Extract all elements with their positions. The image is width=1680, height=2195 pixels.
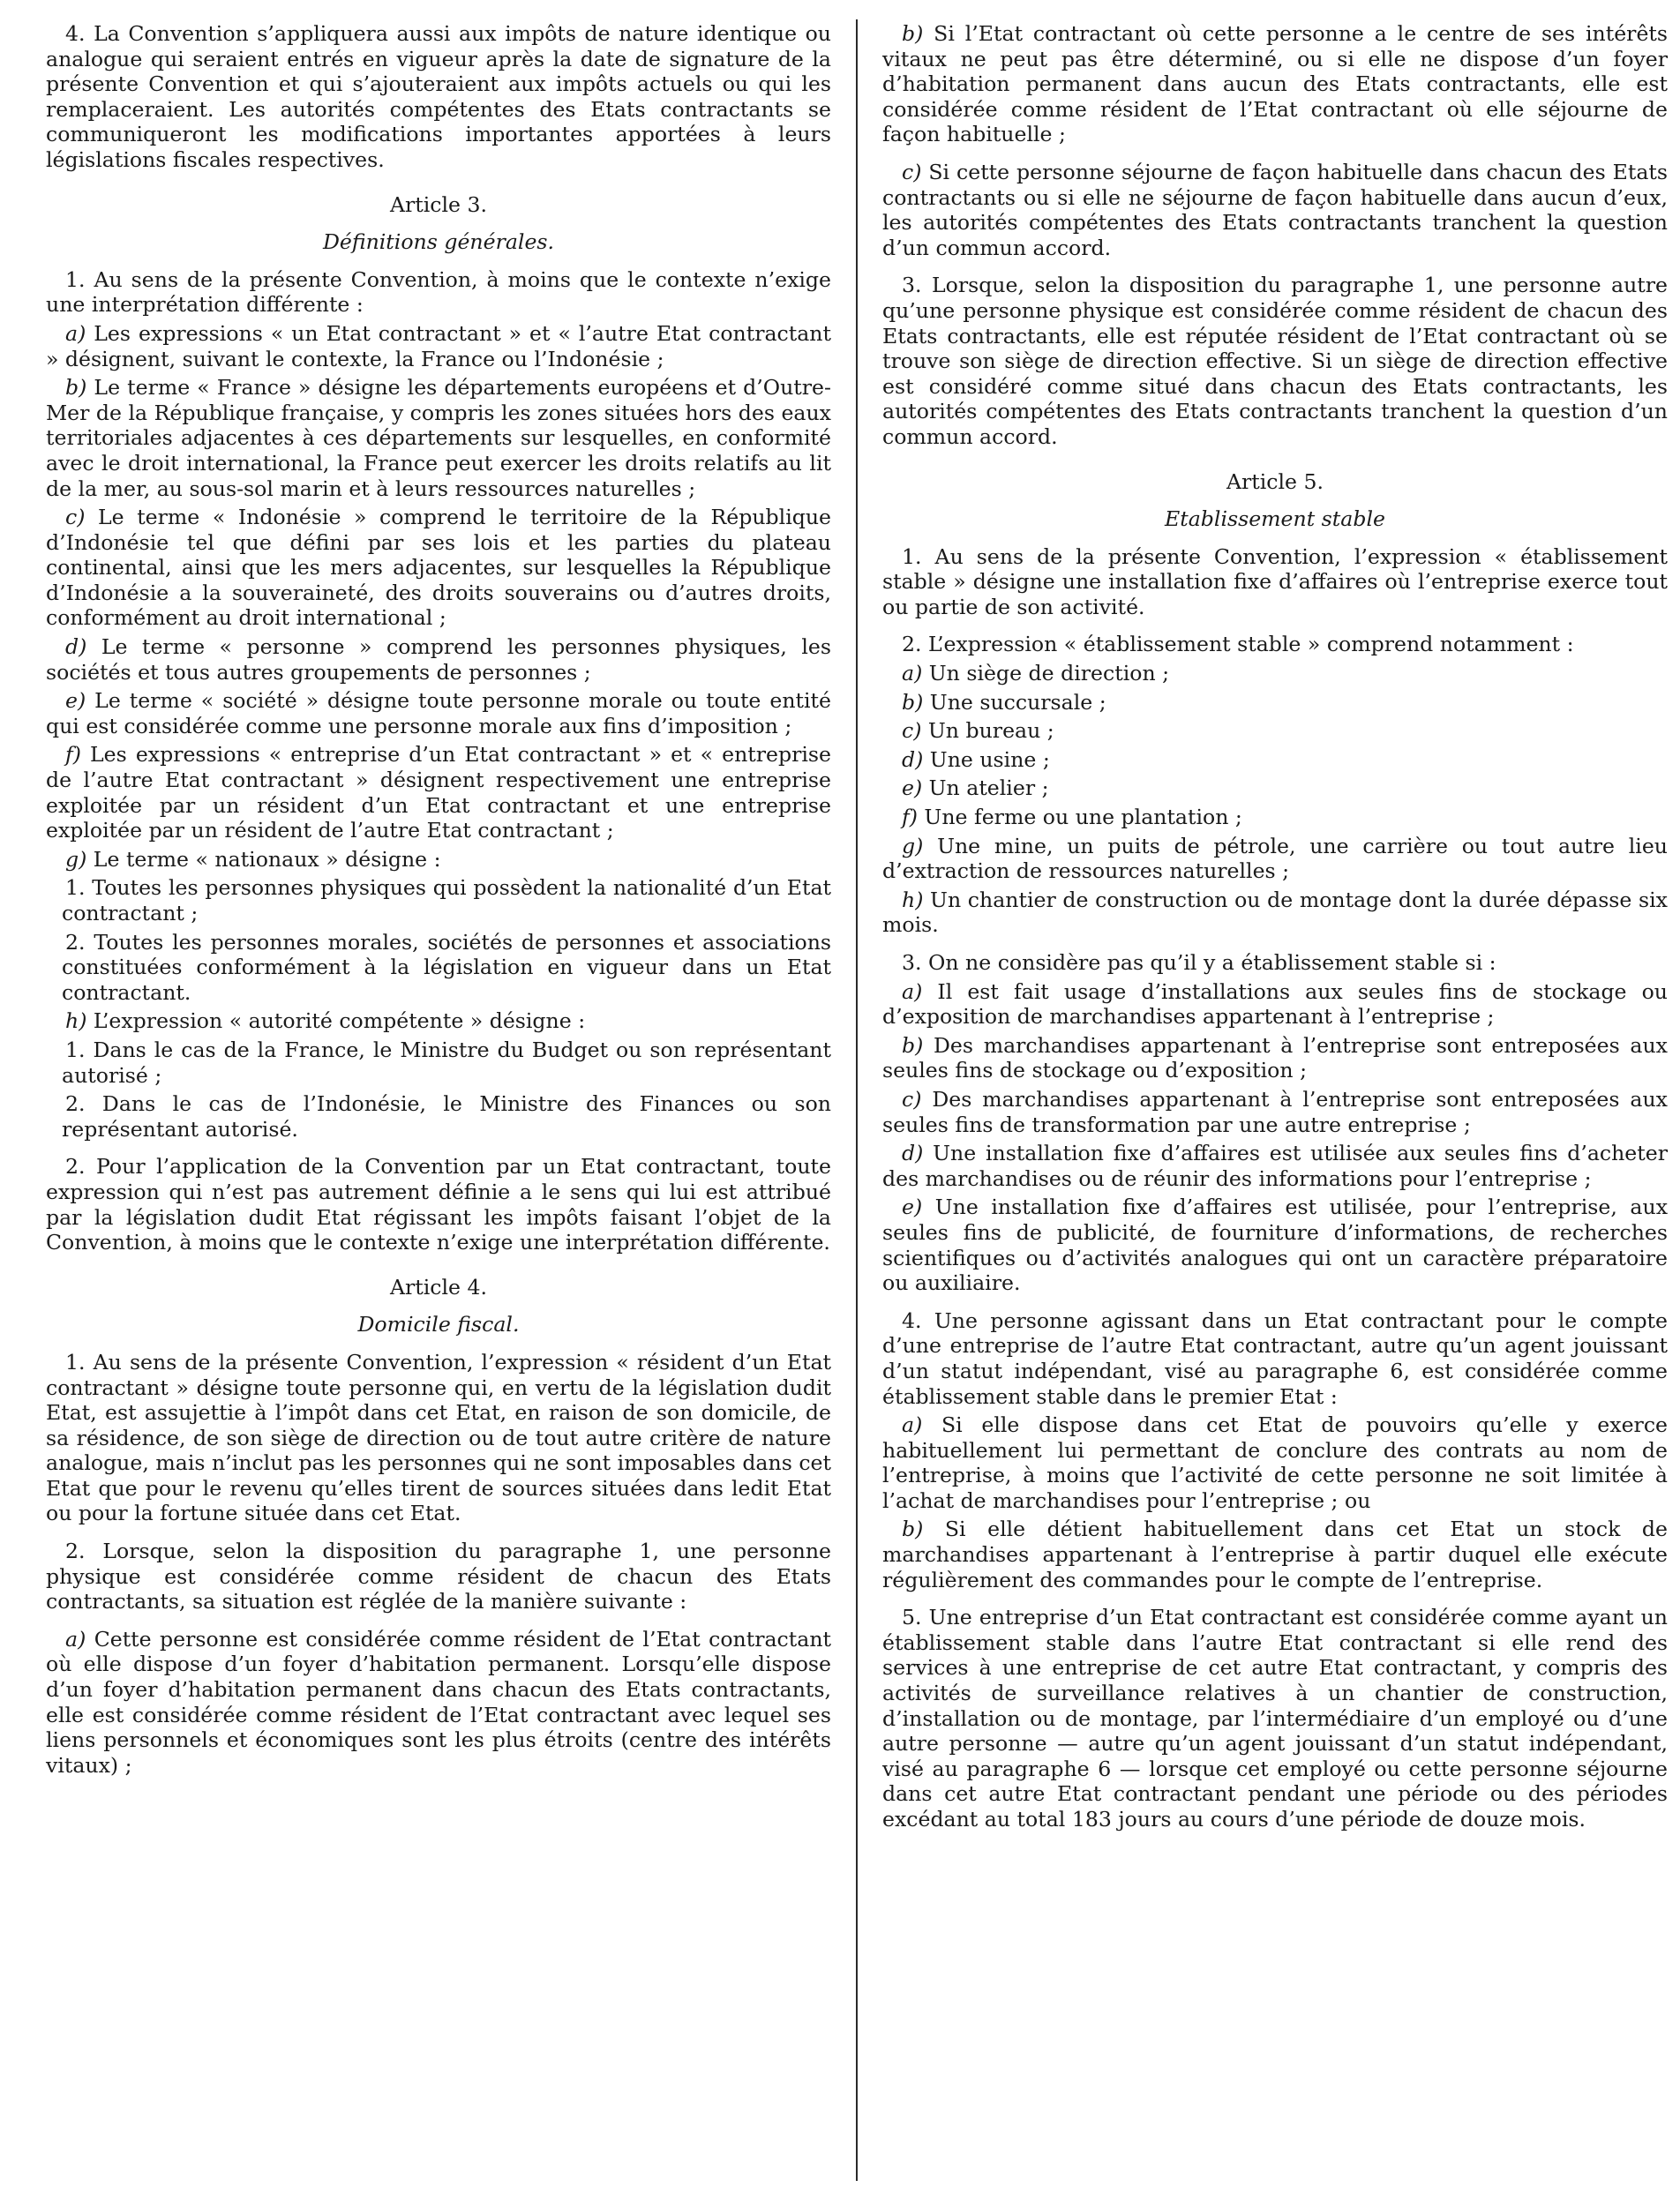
- list-item: b) Le terme « France » désigne les départements européens et d’Outre-Mer de la République française, y compris les zones situées hors des eaux territoriales adjacentes à ces départements sur lesquelles, en conformité avec le droit international, la France peut exercer les droits relatifs au lit de la mer, au sous-sol marin et à leurs ressources naturelles ;: [46, 375, 831, 501]
- list-item: g) Une mine, un puits de pétrole, une carrière ou tout autre lieu d’extraction de ressources naturelles ;: [882, 833, 1668, 884]
- list-item: a) Cette personne est considérée comme résident de l’Etat contractant où elle dispose d’un foyer d’habitation permanent. Lorsqu’elle dispose d’un foyer d’habitation permanent dans chacun des Etats contractants, elle est considérée comme résident de l’Etat contractant avec lequel ses liens personnels et économiques sont les plus étroits (centre des intérêts vitaux) ;: [46, 1626, 831, 1778]
- list-item: b) Une succursale ;: [902, 689, 1106, 715]
- list-item: h) L’expression « autorité compétente » désigne :: [65, 1008, 586, 1034]
- section-title: Définitions générales.: [322, 229, 555, 255]
- list-item: g) Le terme « nationaux » désigne :: [65, 846, 441, 872]
- list-item: e) Une installation fixe d’affaires est utilisée, pour l’entreprise, aux seules fins de publicité, de fourniture d’informations, de recherches scientifiques ou d’activités analogues qui ont un caractère préparatoire ou auxiliaire.: [882, 1195, 1668, 1296]
- paragraph: 1. Au sens de la présente Convention, l’expression « établissement stable » désigne une installation fixe d’affaires où l’entreprise exerce tout ou partie de son activité.: [882, 543, 1668, 619]
- list-item: 2. Toutes les personnes morales, sociétés de personnes et associations constituées conformément à la législation en vigueur dans un Etat contractant.: [62, 929, 831, 1005]
- list-item: f) Une ferme ou une plantation ;: [902, 805, 1242, 830]
- paragraph: 2. Pour l’application de la Convention par un Etat contractant, toute expression qui n’est pas autrement définie a le sens qui lui est attribué par la législation dudit Etat régissant les impôts faisant l’objet de la Convention, à moins que le contexte n’exige une interprétation différente.: [46, 1154, 831, 1255]
- article-heading: Article 4.: [389, 1274, 488, 1300]
- paragraph: 4. Une personne agissant dans un Etat contractant pour le compte d’une entreprise de l’autre Etat contractant, autre qu’un agent jouissant d’un statut indépendant, visé au paragraphe 6, est considérée comme établissement stable dans le premier Etat :: [882, 1307, 1668, 1409]
- list-item: e) Un atelier ;: [902, 775, 1049, 801]
- paragraph: 2. Lorsque, selon la disposition du paragraphe 1, une personne physique est considérée comme résident de chacun des Etats contractants, sa situation est réglée de la manière suivante :: [46, 1539, 831, 1614]
- list-item: c) Un bureau ;: [902, 718, 1054, 744]
- list-item: c) Le terme « Indonésie » comprend le territoire de la République d’Indonésie tel que défini par ses lois et les parties du plateau continental, ainsi que les mers adjacentes, sur lesquelles la République d’Indonésie a la souveraineté, des droits souverains ou d’autres droits, conformément au droit international ;: [46, 505, 831, 631]
- list-item: b) Si elle détient habituellement dans cet Etat un stock de marchandises appartenant à l’entreprise à partir duquel elle exécute régulièrement des commandes pour le compte de l’entreprise.: [882, 1517, 1668, 1592]
- list-item: a) Les expressions « un Etat contractant » et « l’autre Etat contractant » désignent, suivant le contexte, la France ou l’Indonésie ;: [46, 320, 831, 371]
- list-item: 1. Dans le cas de la France, le Ministre du Budget ou son représentant autorisé ;: [62, 1037, 831, 1088]
- list-item: d) Le terme « personne » comprend les personnes physiques, les sociétés et tous autres groupements de personnes ;: [46, 634, 831, 685]
- article-heading: Article 5.: [1226, 468, 1324, 494]
- list-item: 2. Dans le cas de l’Indonésie, le Ministre des Finances ou son représentant autorisé.: [62, 1091, 831, 1142]
- paragraph: 5. Une entreprise d’un Etat contractant est considérée comme ayant un établissement stable dans l’autre Etat contractant si elle rend des services à une entreprise de cet autre Etat contractant, y compris des activités de surveillance relatives à un chantier de construction, d’installation ou de montage, par l’intermédiaire d’un employé ou d’une autre personne — autre qu’un agent jouissant d’un statut indépendant, visé au paragraphe 6 — lorsque cet employé ou cette personne séjourne dans cet autre Etat contractant pendant une période ou des périodes excédant au total 183 jours au cours d’une période de douze mois.: [882, 1605, 1668, 1832]
- list-item: a) Il est fait usage d’installations aux seules fins de stockage ou d’exposition de marchandises appartenant à l’entreprise ;: [882, 978, 1668, 1030]
- list-item: b) Des marchandises appartenant à l’entreprise sont entreposées aux seules fins de stockage ou d’exposition ;: [882, 1032, 1668, 1083]
- list-item: e) Le terme « société » désigne toute personne morale ou toute entité qui est considérée comme une personne morale aux fins d’imposition ;: [46, 688, 831, 738]
- left-column: [46, 21, 831, 1790]
- paragraph: 3. On ne considère pas qu’il y a établissement stable si :: [902, 950, 1496, 975]
- list-item: d) Une usine ;: [902, 746, 1050, 772]
- paragraph: 2. L’expression « établissement stable » comprend notamment :: [902, 632, 1574, 657]
- paragraph: 1. Au sens de la présente Convention, à moins que le contexte n’exige une interprétation différente :: [46, 266, 831, 318]
- list-item: a) Un siège de direction ;: [902, 661, 1170, 686]
- column-divider: [856, 19, 858, 2181]
- list-item: d) Une installation fixe d’affaires est utilisée aux seules fins d’acheter des marchandises ou de réunir des informations pour l’entreprise ;: [882, 1141, 1668, 1191]
- paragraph: 1. Au sens de la présente Convention, l’expression « résident d’un Etat contractant » désigne toute personne qui, en vertu de la législation dudit Etat, est assujettie à l’impôt dans cet Etat, en raison de son domicile, de sa résidence, de son siège de direction ou de tout autre critère de nature analogue, mais n’inclut pas les personnes qui ne sont imposables dans cet Etat que pour le revenu qu’elles tirent de sources situées dans ledit Etat ou pour la fortune située dans cet Etat.: [46, 1349, 831, 1526]
- list-item: c) Des marchandises appartenant à l’entreprise sont entreposées aux seules fins de transformation par une autre entreprise ;: [882, 1086, 1668, 1137]
- paragraph: 3. Lorsque, selon la disposition du paragraphe 1, une personne autre qu’une personne physique est considérée comme résident de chacun des Etats contractants, elle est réputée résident de l’Etat contractant où se trouve son siège de direction effective. Si un siège de direction effective est considéré comme situé dans chacun des Etats contractants, les autorités compétentes des Etats contractants tranchent la question d’un commun accord.: [882, 273, 1668, 449]
- article-heading: Article 3.: [389, 191, 488, 217]
- list-item: h) Un chantier de construction ou de montage dont la durée dépasse six mois.: [882, 887, 1668, 938]
- section-title: Etablissement stable: [1165, 506, 1385, 532]
- list-item: 1. Toutes les personnes physiques qui possèdent la nationalité d’un Etat contractant ;: [62, 875, 831, 925]
- list-item: a) Si elle dispose dans cet Etat de pouvoirs qu’elle y exerce habituellement lui permettant de conclure des contrats au nom de l’entreprise, à moins que l’activité de cette personne ne soit limitée à l’achat de marchandises pour l’entreprise ; ou: [882, 1412, 1668, 1513]
- list-item: f) Les expressions « entreprise d’un Etat contractant » et « entreprise de l’autre Etat contractant » désignent respectivement une entreprise exploitée par un résident d’un Etat contractant et une entreprise exploitée par un résident de l’autre Etat contractant ;: [46, 742, 831, 843]
- section-title: Domicile fiscal.: [357, 1312, 520, 1337]
- list-item: b) Si l’Etat contractant où cette personne a le centre de ses intérêts vitaux ne peut pas être déterminé, ou si elle ne dispose d’un foyer d’habitation permanent dans aucun des Etats contractants, elle est considérée comme résident de l’Etat contractant où elle séjourne de façon habituelle ;: [882, 21, 1668, 147]
- list-item: c) Si cette personne séjourne de façon habituelle dans chacun des Etats contractants ou si elle ne séjourne de façon habituelle dans aucun d’eux, les autorités compétentes des Etats contractants tranchent la question d’un commun accord.: [882, 159, 1668, 260]
- right-column: [882, 21, 1668, 1845]
- paragraph: 4. La Convention s’appliquera aussi aux impôts de nature identique ou analogue qui seraient entrés en vigueur après la date de signature de la présente Convention et qui s’ajouteraient aux impôts actuels ou qui les remplaceraient. Les autorités compétentes des Etats contractants se communiqueront les modifications importantes apportées à leurs législations fiscales respectives.: [46, 21, 831, 172]
